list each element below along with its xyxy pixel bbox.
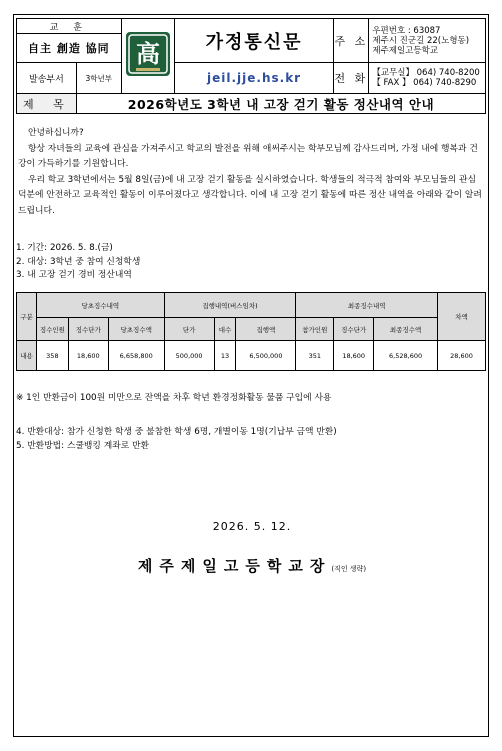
- col-header: 집행액: [236, 318, 296, 341]
- address-label: 주 소: [334, 19, 369, 63]
- list-item: 3. 내 고장 걷기 경비 정산내역: [16, 270, 132, 280]
- letter-page: [13, 14, 489, 737]
- body-paragraph: 우리 학교 3학년에서는 5월 8일(금)에 내 고장 걷기 활동을 실시하였습니다. 학생들의 적극적 참여와 부모님들의 관심 덕분에 안전하고 교육적인 활동이 이루어졌다고 생각합니다. 이에 내 고장 걷기 활동에 따른 정산 내역을 아래와 같이 알려드립니다.: [18, 174, 482, 216]
- item-list: [16, 242, 140, 283]
- table-cell: 18,600: [334, 341, 374, 371]
- school-logo-icon: [124, 30, 172, 78]
- list-item: 5. 반환방법: 스쿨뱅킹 계좌로 반환: [16, 441, 150, 451]
- table-cell: 18,600: [68, 341, 108, 371]
- col-header: 징수단가: [68, 318, 108, 341]
- group-final: 최종징수내역: [296, 293, 438, 318]
- address-line: 우편번호 : 63087: [372, 25, 441, 36]
- col-header: 징수단가: [334, 318, 374, 341]
- address-line: 제주제일고등학교: [372, 45, 439, 56]
- table-cell: 351: [296, 341, 334, 371]
- settlement-table: [16, 292, 486, 371]
- signature-block: [14, 555, 490, 576]
- col-difference: 차액: [438, 293, 486, 341]
- newsletter-title: 가정통신문: [174, 19, 334, 63]
- col-header: 당초징수액: [108, 318, 164, 341]
- dept-label: 발송부서: [17, 63, 77, 94]
- school-url[interactable]: jeil.jje.hs.kr: [174, 63, 334, 94]
- phone-label: 전 화: [334, 63, 369, 94]
- letter-header: [16, 18, 486, 114]
- seal-note: (직인 생략): [331, 565, 367, 573]
- table-cell: 6,658,800: [108, 341, 164, 371]
- table-cell: 13: [214, 341, 236, 371]
- subject-label: 제 목: [17, 94, 77, 114]
- col-header: 최종징수액: [374, 318, 438, 341]
- table-cell: 6,500,000: [236, 341, 296, 371]
- motto: 自主 創造 協同: [17, 34, 122, 63]
- signature: 제주제일고등학교장: [137, 557, 332, 575]
- group-expense: 집행내역(버스임차): [164, 293, 296, 318]
- address-block: [369, 19, 486, 63]
- col-header: 단가: [164, 318, 214, 341]
- row-label: 내용: [17, 341, 37, 371]
- phone-line: 【 FAX 】 064) 740-8290: [372, 78, 477, 88]
- table-cell: 500,000: [164, 341, 214, 371]
- dept-name: 3학년부: [76, 63, 121, 94]
- col-header: 참가인원: [296, 318, 334, 341]
- table-cell: 358: [36, 341, 68, 371]
- phone-line: 【교무실】 064) 740-8200: [372, 68, 480, 78]
- logo-glyph: 高: [135, 39, 160, 68]
- school-logo: [121, 19, 174, 94]
- address-line: 제주시 진군길 22(노형동): [372, 35, 470, 46]
- greeting: 안녕하십니까?: [28, 128, 84, 138]
- body-paragraph: 항상 자녀들의 교육에 관심을 가져주시고 학교의 발전을 위해 애써주시는 학부모님께 감사드리며, 가정 내에 행복과 건강이 가득하기를 기원합니다.: [18, 143, 478, 169]
- col-gubun: 구분: [17, 293, 37, 341]
- note-text: ※ 1인 반환금이 100원 미만으로 잔액을 차후 학년 환경정화활동 물품 구입에 사용: [16, 393, 332, 403]
- col-header: 대수: [214, 318, 236, 341]
- table-cell: 28,600: [438, 341, 486, 371]
- issue-date: 2026. 5. 12.: [212, 520, 292, 533]
- list-item: 1. 기간: 2026. 5. 8.(금): [16, 243, 113, 253]
- motto-label: 교 훈: [17, 19, 122, 34]
- subject-title: 2026학년도 3학년 내 고장 걷기 활동 정산내역 안내: [76, 94, 485, 114]
- phone-block: [369, 63, 486, 94]
- refund-list: [16, 425, 337, 453]
- group-initial: 당초징수내역: [36, 293, 164, 318]
- letter-body: [18, 126, 484, 219]
- list-item: 2. 대상: 3학년 중 참여 신청학생: [16, 256, 141, 267]
- list-item: 4. 반환대상: 참가 신청한 학생 중 불참한 학생 6명, 개별이동 1명(기납부 금액 반환): [16, 427, 337, 437]
- col-header: 징수인원: [36, 318, 68, 341]
- table-cell: 6,528,600: [374, 341, 438, 371]
- table-row: [17, 341, 486, 371]
